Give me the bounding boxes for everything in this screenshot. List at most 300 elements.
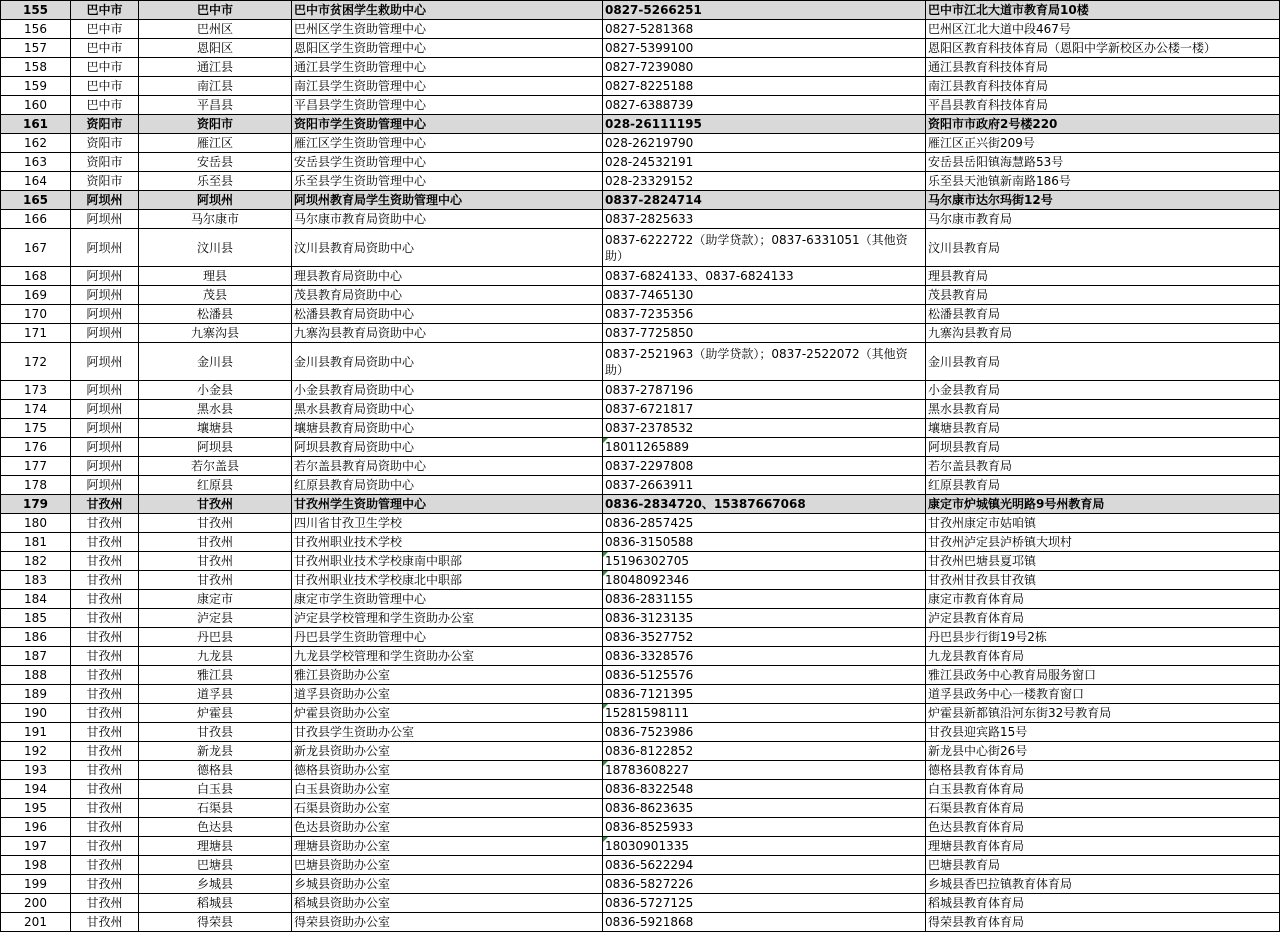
cell-phone[interactable]: 15196302705 — [603, 552, 926, 571]
cell-city[interactable]: 甘孜州 — [71, 666, 139, 685]
cell-organization[interactable]: 若尔盖县教育局资助中心 — [292, 457, 603, 476]
cell-organization[interactable]: 康定市学生资助管理中心 — [292, 590, 603, 609]
cell-organization[interactable]: 阿坝县教育局资助中心 — [292, 438, 603, 457]
cell-organization[interactable]: 丹巴县学生资助管理中心 — [292, 628, 603, 647]
cell-number[interactable]: 164 — [1, 172, 71, 191]
cell-district[interactable]: 雅江县 — [139, 666, 292, 685]
cell-district[interactable]: 甘孜县 — [139, 723, 292, 742]
cell-address[interactable]: 九龙县教育体育局 — [926, 647, 1280, 666]
cell-organization[interactable]: 壤塘县教育局资助中心 — [292, 419, 603, 438]
cell-number[interactable]: 181 — [1, 533, 71, 552]
cell-address[interactable]: 通江县教育科技体育局 — [926, 58, 1280, 77]
cell-number[interactable]: 176 — [1, 438, 71, 457]
cell-district[interactable]: 巴中市 — [139, 1, 292, 20]
cell-number[interactable]: 163 — [1, 153, 71, 172]
cell-organization[interactable]: 甘孜县学生资助办公室 — [292, 723, 603, 742]
cell-organization[interactable]: 得荣县资助办公室 — [292, 913, 603, 932]
cell-city[interactable]: 阿坝州 — [71, 191, 139, 210]
cell-city[interactable]: 甘孜州 — [71, 894, 139, 913]
cell-organization[interactable]: 雁江区学生资助管理中心 — [292, 134, 603, 153]
cell-phone[interactable]: 0836-7523986 — [603, 723, 926, 742]
cell-organization[interactable]: 通江县学生资助管理中心 — [292, 58, 603, 77]
cell-number[interactable]: 197 — [1, 837, 71, 856]
cell-phone[interactable]: 0837-2378532 — [603, 419, 926, 438]
cell-city[interactable]: 甘孜州 — [71, 818, 139, 837]
cell-number[interactable]: 194 — [1, 780, 71, 799]
cell-address[interactable]: 小金县教育局 — [926, 381, 1280, 400]
cell-number[interactable]: 161 — [1, 115, 71, 134]
cell-address[interactable]: 巴中市江北大道市教育局10楼 — [926, 1, 1280, 20]
cell-phone[interactable]: 0836-8525933 — [603, 818, 926, 837]
cell-address[interactable]: 茂县教育局 — [926, 286, 1280, 305]
table-row — [1, 590, 1280, 609]
table-row — [1, 913, 1280, 932]
cell-number[interactable]: 177 — [1, 457, 71, 476]
cell-organization[interactable]: 小金县教育局资助中心 — [292, 381, 603, 400]
cell-organization[interactable]: 黑水县教育局资助中心 — [292, 400, 603, 419]
cell-district[interactable]: 白玉县 — [139, 780, 292, 799]
cell-organization[interactable]: 九寨沟县教育局资助中心 — [292, 324, 603, 343]
cell-phone[interactable]: 028-24532191 — [603, 153, 926, 172]
cell-phone[interactable]: 0836-3150588 — [603, 533, 926, 552]
cell-phone[interactable]: 0836-3123135 — [603, 609, 926, 628]
cell-organization[interactable]: 四川省甘孜卫生学校 — [292, 514, 603, 533]
cell-number[interactable]: 200 — [1, 894, 71, 913]
cell-phone[interactable]: 0827-5281368 — [603, 20, 926, 39]
cell-city[interactable]: 甘孜州 — [71, 628, 139, 647]
cell-organization[interactable]: 安岳县学生资助管理中心 — [292, 153, 603, 172]
cell-address[interactable]: 康定市炉城镇光明路9号州教育局 — [926, 495, 1280, 514]
cell-number[interactable]: 190 — [1, 704, 71, 723]
cell-district[interactable]: 通江县 — [139, 58, 292, 77]
cell-address[interactable]: 南江县教育科技体育局 — [926, 77, 1280, 96]
cell-address[interactable]: 德格县教育体育局 — [926, 761, 1280, 780]
cell-organization[interactable]: 甘孜州职业技术学校 — [292, 533, 603, 552]
cell-district[interactable]: 甘孜州 — [139, 495, 292, 514]
table-row — [1, 875, 1280, 894]
cell-organization[interactable]: 资阳市学生资助管理中心 — [292, 115, 603, 134]
cell-address[interactable]: 巴塘县教育局 — [926, 856, 1280, 875]
cell-number[interactable]: 189 — [1, 685, 71, 704]
cell-organization[interactable]: 石渠县资助办公室 — [292, 799, 603, 818]
cell-organization[interactable]: 汶川县教育局资助中心 — [292, 229, 603, 267]
cell-number[interactable]: 165 — [1, 191, 71, 210]
cell-city[interactable]: 甘孜州 — [71, 514, 139, 533]
table-row — [1, 400, 1280, 419]
cell-city[interactable]: 阿坝州 — [71, 324, 139, 343]
cell-number[interactable]: 157 — [1, 39, 71, 58]
cell-number[interactable]: 180 — [1, 514, 71, 533]
cell-address[interactable]: 雁江区正兴街209号 — [926, 134, 1280, 153]
cell-district[interactable]: 红原县 — [139, 476, 292, 495]
cell-phone[interactable]: 0827-5399100 — [603, 39, 926, 58]
cell-city[interactable]: 甘孜州 — [71, 571, 139, 590]
cell-district[interactable]: 得荣县 — [139, 913, 292, 932]
cell-organization[interactable]: 新龙县资助办公室 — [292, 742, 603, 761]
cell-district[interactable]: 康定市 — [139, 590, 292, 609]
cell-district[interactable]: 道孚县 — [139, 685, 292, 704]
cell-phone[interactable]: 0827-5266251 — [603, 1, 926, 20]
cell-phone[interactable]: 0836-8623635 — [603, 799, 926, 818]
cell-organization[interactable]: 雅江县资助办公室 — [292, 666, 603, 685]
cell-address[interactable]: 平昌县教育科技体育局 — [926, 96, 1280, 115]
cell-number[interactable]: 179 — [1, 495, 71, 514]
cell-organization[interactable]: 道孚县资助办公室 — [292, 685, 603, 704]
cell-address[interactable]: 色达县教育体育局 — [926, 818, 1280, 837]
table-row — [1, 628, 1280, 647]
cell-number[interactable]: 201 — [1, 913, 71, 932]
cell-number[interactable]: 170 — [1, 305, 71, 324]
cell-city[interactable]: 甘孜州 — [71, 723, 139, 742]
cell-city[interactable]: 阿坝州 — [71, 343, 139, 381]
cell-number[interactable]: 185 — [1, 609, 71, 628]
cell-city[interactable]: 资阳市 — [71, 134, 139, 153]
cell-city[interactable]: 甘孜州 — [71, 590, 139, 609]
cell-city[interactable]: 巴中市 — [71, 39, 139, 58]
cell-organization[interactable]: 乡城县资助办公室 — [292, 875, 603, 894]
cell-number[interactable]: 175 — [1, 419, 71, 438]
cell-address[interactable]: 白玉县教育体育局 — [926, 780, 1280, 799]
cell-district[interactable]: 平昌县 — [139, 96, 292, 115]
cell-city[interactable]: 甘孜州 — [71, 837, 139, 856]
cell-district[interactable]: 雁江区 — [139, 134, 292, 153]
cell-number[interactable]: 171 — [1, 324, 71, 343]
cell-address[interactable]: 稻城县教育体育局 — [926, 894, 1280, 913]
cell-district[interactable]: 若尔盖县 — [139, 457, 292, 476]
cell-city[interactable]: 资阳市 — [71, 115, 139, 134]
cell-organization[interactable]: 德格县资助办公室 — [292, 761, 603, 780]
cell-district[interactable]: 稻城县 — [139, 894, 292, 913]
cell-phone[interactable]: 0836-3328576 — [603, 647, 926, 666]
cell-number[interactable]: 199 — [1, 875, 71, 894]
cell-number[interactable]: 169 — [1, 286, 71, 305]
cell-organization[interactable]: 甘孜州职业技术学校康南中职部 — [292, 552, 603, 571]
cell-organization[interactable]: 马尔康市教育局资助中心 — [292, 210, 603, 229]
cell-address[interactable]: 得荣县教育体育局 — [926, 913, 1280, 932]
cell-number[interactable]: 167 — [1, 229, 71, 267]
cell-phone[interactable]: 0837-7235356 — [603, 305, 926, 324]
cell-district[interactable]: 汶川县 — [139, 229, 292, 267]
cell-phone[interactable]: 0836-2831155 — [603, 590, 926, 609]
cell-number[interactable]: 196 — [1, 818, 71, 837]
cell-organization[interactable]: 稻城县资助办公室 — [292, 894, 603, 913]
cell-address[interactable]: 理县教育局 — [926, 267, 1280, 286]
table-row — [1, 818, 1280, 837]
cell-organization[interactable]: 茂县教育局资助中心 — [292, 286, 603, 305]
cell-number[interactable]: 186 — [1, 628, 71, 647]
cell-number[interactable]: 166 — [1, 210, 71, 229]
cell-district[interactable]: 南江县 — [139, 77, 292, 96]
cell-address[interactable]: 阿坝县教育局 — [926, 438, 1280, 457]
cell-organization[interactable]: 松潘县教育局资助中心 — [292, 305, 603, 324]
cell-phone[interactable]: 0836-7121395 — [603, 685, 926, 704]
cell-organization[interactable]: 巴塘县资助办公室 — [292, 856, 603, 875]
cell-city[interactable]: 甘孜州 — [71, 913, 139, 932]
cell-organization[interactable]: 平昌县学生资助管理中心 — [292, 96, 603, 115]
cell-address[interactable]: 金川县教育局 — [926, 343, 1280, 381]
cell-organization[interactable]: 金川县教育局资助中心 — [292, 343, 603, 381]
table-row — [1, 267, 1280, 286]
cell-phone[interactable]: 0837-2521963（助学贷款）；0837-2522072（其他资助） — [603, 343, 926, 381]
cell-number[interactable]: 158 — [1, 58, 71, 77]
cell-phone[interactable]: 0837-6222722（助学贷款）；0837-6331051（其他资助） — [603, 229, 926, 267]
cell-district[interactable]: 金川县 — [139, 343, 292, 381]
cell-address[interactable]: 丹巴县步行街19号2栋 — [926, 628, 1280, 647]
cell-city[interactable]: 巴中市 — [71, 20, 139, 39]
cell-address[interactable]: 泸定县教育体育局 — [926, 609, 1280, 628]
cell-address[interactable]: 炉霍县新都镇沿河东街32号教育局 — [926, 704, 1280, 723]
cell-address[interactable]: 壤塘县教育局 — [926, 419, 1280, 438]
cell-city[interactable]: 阿坝州 — [71, 419, 139, 438]
cell-address[interactable]: 马尔康市达尔玛街12号 — [926, 191, 1280, 210]
cell-address[interactable]: 汶川县教育局 — [926, 229, 1280, 267]
cell-organization[interactable]: 理塘县资助办公室 — [292, 837, 603, 856]
cell-phone[interactable]: 028-23329152 — [603, 172, 926, 191]
cell-district[interactable]: 阿坝州 — [139, 191, 292, 210]
cell-district[interactable]: 甘孜州 — [139, 533, 292, 552]
cell-address[interactable]: 乡城县香巴拉镇教育体育局 — [926, 875, 1280, 894]
cell-address[interactable]: 若尔盖县教育局 — [926, 457, 1280, 476]
cell-city[interactable]: 阿坝州 — [71, 400, 139, 419]
cell-district[interactable]: 茂县 — [139, 286, 292, 305]
cell-phone[interactable]: 15281598111 — [603, 704, 926, 723]
table-row — [1, 419, 1280, 438]
cell-district[interactable]: 丹巴县 — [139, 628, 292, 647]
cell-address[interactable]: 资阳市市政府2号楼220 — [926, 115, 1280, 134]
cell-city[interactable]: 阿坝州 — [71, 286, 139, 305]
cell-organization[interactable]: 乐至县学生资助管理中心 — [292, 172, 603, 191]
cell-city[interactable]: 甘孜州 — [71, 685, 139, 704]
cell-district[interactable]: 炉霍县 — [139, 704, 292, 723]
cell-city[interactable]: 阿坝州 — [71, 438, 139, 457]
cell-organization[interactable]: 南江县学生资助管理中心 — [292, 77, 603, 96]
cell-city[interactable]: 甘孜州 — [71, 495, 139, 514]
cell-phone[interactable]: 0836-5727125 — [603, 894, 926, 913]
cell-number[interactable]: 173 — [1, 381, 71, 400]
cell-city[interactable]: 阿坝州 — [71, 305, 139, 324]
cell-city[interactable]: 阿坝州 — [71, 267, 139, 286]
cell-city[interactable]: 资阳市 — [71, 153, 139, 172]
cell-phone[interactable]: 18030901335 — [603, 837, 926, 856]
cell-phone[interactable]: 0836-2857425 — [603, 514, 926, 533]
cell-organization[interactable]: 恩阳区学生资助管理中心 — [292, 39, 603, 58]
cell-district[interactable]: 巴塘县 — [139, 856, 292, 875]
cell-district[interactable]: 壤塘县 — [139, 419, 292, 438]
cell-city[interactable]: 阿坝州 — [71, 457, 139, 476]
cell-address[interactable]: 恩阳区教育科技体育局（恩阳中学新校区办公楼一楼） — [926, 39, 1280, 58]
cell-city[interactable]: 甘孜州 — [71, 761, 139, 780]
cell-number[interactable]: 160 — [1, 96, 71, 115]
cell-address[interactable]: 九寨沟县教育局 — [926, 324, 1280, 343]
cell-organization[interactable]: 阿坝州教育局学生资助管理中心 — [292, 191, 603, 210]
cell-city[interactable]: 巴中市 — [71, 96, 139, 115]
cell-phone[interactable]: 0836-5125576 — [603, 666, 926, 685]
cell-district[interactable]: 色达县 — [139, 818, 292, 837]
cell-city[interactable]: 阿坝州 — [71, 381, 139, 400]
cell-district[interactable]: 黑水县 — [139, 400, 292, 419]
cell-organization[interactable]: 巴州区学生资助管理中心 — [292, 20, 603, 39]
cell-organization[interactable]: 白玉县资助办公室 — [292, 780, 603, 799]
cell-phone[interactable]: 0837-7465130 — [603, 286, 926, 305]
table-row — [1, 20, 1280, 39]
cell-city[interactable]: 阿坝州 — [71, 476, 139, 495]
cell-district[interactable]: 理塘县 — [139, 837, 292, 856]
cell-address[interactable]: 松潘县教育局 — [926, 305, 1280, 324]
cell-number[interactable]: 155 — [1, 1, 71, 20]
cell-district[interactable]: 小金县 — [139, 381, 292, 400]
table-row — [1, 742, 1280, 761]
cell-number[interactable]: 174 — [1, 400, 71, 419]
cell-phone[interactable]: 0837-2663911 — [603, 476, 926, 495]
cell-phone[interactable]: 0836-5622294 — [603, 856, 926, 875]
cell-city[interactable]: 甘孜州 — [71, 856, 139, 875]
table-row — [1, 324, 1280, 343]
table-row — [1, 780, 1280, 799]
cell-district[interactable]: 乐至县 — [139, 172, 292, 191]
cell-address[interactable]: 新龙县中心街26号 — [926, 742, 1280, 761]
cell-number[interactable]: 183 — [1, 571, 71, 590]
table-row — [1, 495, 1280, 514]
cell-number[interactable]: 182 — [1, 552, 71, 571]
cell-number[interactable]: 184 — [1, 590, 71, 609]
cell-city[interactable]: 甘孜州 — [71, 552, 139, 571]
cell-city[interactable]: 甘孜州 — [71, 609, 139, 628]
cell-phone[interactable]: 0836-2834720、15387667068 — [603, 495, 926, 514]
cell-address[interactable]: 甘孜州泸定县泸桥镇大坝村 — [926, 533, 1280, 552]
cell-number[interactable]: 187 — [1, 647, 71, 666]
cell-city[interactable]: 阿坝州 — [71, 210, 139, 229]
cell-address[interactable]: 甘孜州甘孜县甘孜镇 — [926, 571, 1280, 590]
cell-district[interactable]: 马尔康市 — [139, 210, 292, 229]
cell-address[interactable]: 巴州区江北大道中段467号 — [926, 20, 1280, 39]
cell-district[interactable]: 资阳市 — [139, 115, 292, 134]
cell-district[interactable]: 泸定县 — [139, 609, 292, 628]
table-row — [1, 305, 1280, 324]
cell-address[interactable]: 马尔康市教育局 — [926, 210, 1280, 229]
cell-phone[interactable]: 0827-6388739 — [603, 96, 926, 115]
cell-district[interactable]: 巴州区 — [139, 20, 292, 39]
cell-organization[interactable]: 九龙县学校管理和学生资助办公室 — [292, 647, 603, 666]
cell-number[interactable]: 168 — [1, 267, 71, 286]
cell-organization[interactable]: 红原县教育局资助中心 — [292, 476, 603, 495]
cell-district[interactable]: 甘孜州 — [139, 552, 292, 571]
cell-district[interactable]: 甘孜州 — [139, 571, 292, 590]
table-row — [1, 837, 1280, 856]
cell-organization[interactable]: 理县教育局资助中心 — [292, 267, 603, 286]
cell-district[interactable]: 九龙县 — [139, 647, 292, 666]
cell-address[interactable]: 理塘县教育体育局 — [926, 837, 1280, 856]
cell-address[interactable]: 乐至县天池镇新南路186号 — [926, 172, 1280, 191]
cell-city[interactable]: 甘孜州 — [71, 533, 139, 552]
cell-phone[interactable]: 0837-6824133、0837-6824133 — [603, 267, 926, 286]
cell-address[interactable]: 雅江县政务中心教育局服务窗口 — [926, 666, 1280, 685]
cell-address[interactable]: 康定市教育体育局 — [926, 590, 1280, 609]
cell-phone[interactable]: 028-26111195 — [603, 115, 926, 134]
cell-phone[interactable]: 0836-5921868 — [603, 913, 926, 932]
cell-organization[interactable]: 炉霍县资助办公室 — [292, 704, 603, 723]
cell-phone[interactable]: 18011265889 — [603, 438, 926, 457]
cell-phone[interactable]: 0836-8122852 — [603, 742, 926, 761]
cell-phone[interactable]: 18048092346 — [603, 571, 926, 590]
cell-address[interactable]: 甘孜州巴塘县夏邛镇 — [926, 552, 1280, 571]
cell-district[interactable]: 德格县 — [139, 761, 292, 780]
cell-phone[interactable]: 028-26219790 — [603, 134, 926, 153]
cell-district[interactable]: 甘孜州 — [139, 514, 292, 533]
cell-district[interactable]: 松潘县 — [139, 305, 292, 324]
cell-number[interactable]: 193 — [1, 761, 71, 780]
cell-number[interactable]: 188 — [1, 666, 71, 685]
cell-address[interactable]: 黑水县教育局 — [926, 400, 1280, 419]
cell-phone[interactable]: 0837-2787196 — [603, 381, 926, 400]
cell-city[interactable]: 巴中市 — [71, 1, 139, 20]
cell-number[interactable]: 178 — [1, 476, 71, 495]
cell-phone[interactable]: 0827-7239080 — [603, 58, 926, 77]
cell-phone[interactable]: 0837-2825633 — [603, 210, 926, 229]
cell-address[interactable]: 安岳县岳阳镇海慧路53号 — [926, 153, 1280, 172]
cell-district[interactable]: 理县 — [139, 267, 292, 286]
table-row — [1, 172, 1280, 191]
cell-city[interactable]: 资阳市 — [71, 172, 139, 191]
cell-organization[interactable]: 甘孜州学生资助管理中心 — [292, 495, 603, 514]
cell-number[interactable]: 162 — [1, 134, 71, 153]
cell-number[interactable]: 191 — [1, 723, 71, 742]
cell-organization[interactable]: 巴中市贫困学生救助中心 — [292, 1, 603, 20]
cell-number[interactable]: 172 — [1, 343, 71, 381]
cell-district[interactable]: 阿坝县 — [139, 438, 292, 457]
cell-city[interactable]: 甘孜州 — [71, 647, 139, 666]
cell-organization[interactable]: 色达县资助办公室 — [292, 818, 603, 837]
cell-district[interactable]: 恩阳区 — [139, 39, 292, 58]
cell-city[interactable]: 巴中市 — [71, 77, 139, 96]
cell-address[interactable]: 甘孜县迎宾路15号 — [926, 723, 1280, 742]
cell-address[interactable]: 道孚县政务中心一楼教育窗口 — [926, 685, 1280, 704]
cell-address[interactable]: 石渠县教育体育局 — [926, 799, 1280, 818]
cell-phone[interactable]: 0837-7725850 — [603, 324, 926, 343]
cell-address[interactable]: 红原县教育局 — [926, 476, 1280, 495]
cell-phone[interactable]: 0836-3527752 — [603, 628, 926, 647]
cell-organization[interactable]: 泸定县学校管理和学生资助办公室 — [292, 609, 603, 628]
cell-number[interactable]: 195 — [1, 799, 71, 818]
cell-phone[interactable]: 0836-8322548 — [603, 780, 926, 799]
cell-district[interactable]: 石渠县 — [139, 799, 292, 818]
table-row — [1, 476, 1280, 495]
cell-district[interactable]: 新龙县 — [139, 742, 292, 761]
cell-number[interactable]: 159 — [1, 77, 71, 96]
cell-phone[interactable]: 0837-2297808 — [603, 457, 926, 476]
cell-phone[interactable]: 18783608227 — [603, 761, 926, 780]
cell-city[interactable]: 甘孜州 — [71, 780, 139, 799]
cell-district[interactable]: 安岳县 — [139, 153, 292, 172]
cell-phone[interactable]: 0827-8225188 — [603, 77, 926, 96]
cell-city[interactable]: 甘孜州 — [71, 799, 139, 818]
cell-phone[interactable]: 0837-6721817 — [603, 400, 926, 419]
cell-city[interactable]: 甘孜州 — [71, 742, 139, 761]
cell-number[interactable]: 198 — [1, 856, 71, 875]
cell-city[interactable]: 巴中市 — [71, 58, 139, 77]
cell-phone[interactable]: 0836-5827226 — [603, 875, 926, 894]
cell-phone[interactable]: 0837-2824714 — [603, 191, 926, 210]
cell-address[interactable]: 甘孜州康定市姑咱镇 — [926, 514, 1280, 533]
cell-district[interactable]: 乡城县 — [139, 875, 292, 894]
cell-organization[interactable]: 甘孜州职业技术学校康北中职部 — [292, 571, 603, 590]
cell-city[interactable]: 阿坝州 — [71, 229, 139, 267]
cell-number[interactable]: 156 — [1, 20, 71, 39]
cell-city[interactable]: 甘孜州 — [71, 704, 139, 723]
table-row — [1, 96, 1280, 115]
cell-number[interactable]: 192 — [1, 742, 71, 761]
cell-district[interactable]: 九寨沟县 — [139, 324, 292, 343]
cell-city[interactable]: 甘孜州 — [71, 875, 139, 894]
